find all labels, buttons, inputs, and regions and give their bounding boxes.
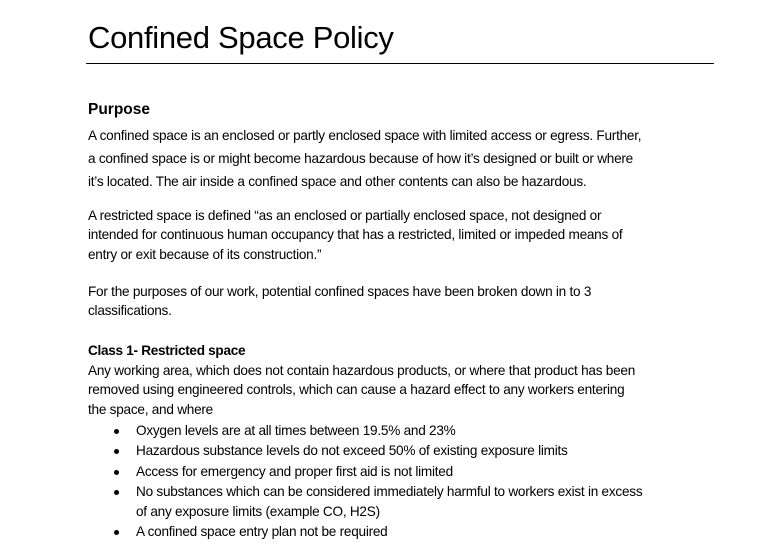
- list-item: [88, 421, 728, 441]
- text-line: it’s located. The air inside a confined space and other contents can also be hazardous.: [88, 174, 587, 189]
- bullet-icon: [114, 530, 119, 535]
- document-title: Confined Space Policy: [88, 20, 394, 55]
- text-line: the space, and where: [88, 401, 213, 417]
- list-item: [88, 482, 728, 522]
- restricted-space-definition-paragraph: [88, 206, 718, 264]
- list-item: [88, 462, 728, 482]
- classifications-paragraph: [88, 282, 718, 321]
- bullet-icon: [114, 429, 119, 434]
- bullet-icon: [114, 490, 119, 495]
- text-line: removed using engineered controls, which can cause a hazard effect to any workers entering: [88, 382, 625, 398]
- class1-intro-paragraph: [88, 361, 718, 419]
- purpose-paragraph: [88, 124, 718, 193]
- class1-heading: Class 1- Restricted space: [88, 343, 246, 358]
- bullet-icon: [114, 449, 119, 454]
- text-line: entry or exit because of its construction.”: [88, 246, 322, 262]
- list-item-text: Hazardous substance levels do not exceed 50% of existing exposure limits: [136, 443, 568, 459]
- text-line: A restricted space is defined “as an enclosed or partially enclosed space, not designed or: [88, 208, 602, 223]
- text-line: A confined space is an enclosed or partly enclosed space with limited access or egress. Further,: [88, 128, 642, 143]
- text-line: Any working area, which does not contain hazardous products, or where that product has been: [88, 363, 636, 378]
- list-item: [88, 441, 728, 461]
- text-line: a confined space is or might become hazardous because of how it’s designed or built or where: [88, 151, 633, 166]
- list-item-text: Oxygen levels are at all times between 19.5% and 23%: [136, 423, 456, 438]
- list-item-text: No substances which can be considered immediately harmful to workers exist in excess: [136, 483, 643, 499]
- title-underline-divider: [86, 63, 714, 64]
- list-item: [88, 522, 728, 542]
- bullet-icon: [114, 470, 119, 475]
- list-item-text: A confined space entry plan not be required: [136, 523, 388, 539]
- text-line: For the purposes of our work, potential confined spaces have been broken down in to 3: [88, 284, 592, 299]
- text-line: intended for continuous human occupancy that has a restricted, limited or impeded means of: [88, 227, 623, 243]
- list-item-text: Access for emergency and proper first aid is not limited: [136, 463, 453, 479]
- list-item-text: of any exposure limits (example CO, H2S): [136, 503, 380, 519]
- purpose-heading: Purpose: [88, 101, 151, 118]
- class1-conditions-list: [88, 421, 728, 542]
- text-line: classifications.: [88, 303, 172, 319]
